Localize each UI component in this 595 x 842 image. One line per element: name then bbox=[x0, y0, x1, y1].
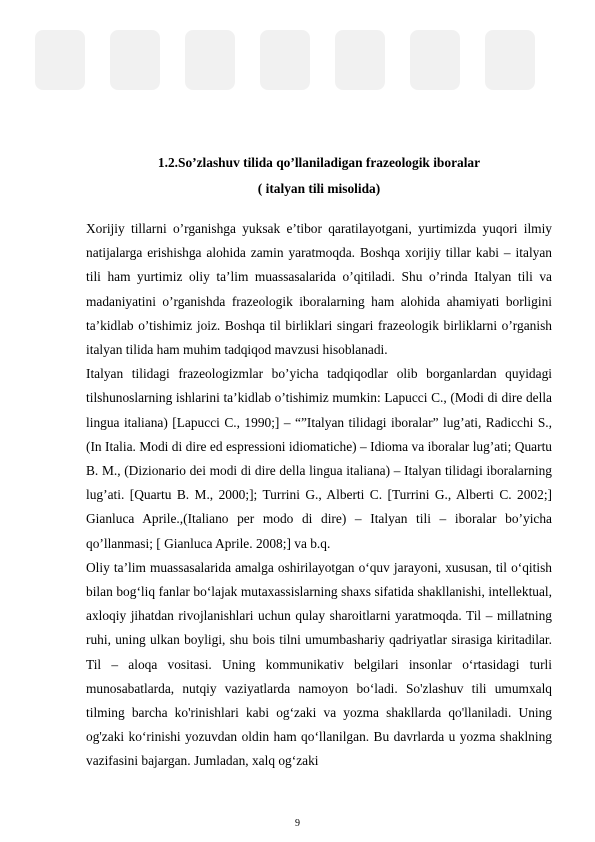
section-subheading: ( italyan tili misolida) bbox=[257, 181, 381, 196]
paragraph-3: Oliy ta’lim muassasalarida amalga oshirilayotgan o‘quv jarayoni, xususan, til o‘qitish bilan bog‘liq fanlar bo‘lajak mutaxassislarning shaxs sifatida shakllanishi, intellektual, axloqiy jihatdan rivojlanishlari uchun qulay sharoitlarni yaratmoqda. Til – millatning ruhi, uning ulkan boyligi, shu bois tilni umumbashariy qadriyatlar sirasiga kiritadilar. Til – aloqa vositasi. Uning kommunikativ belgilari insonlar o‘rtasidagi turli munosabatlarda, nutqiy vaziyatlarda namoyon bo‘ladi. So'zlashuv tili umumxalq tilming barcha ko'rinishlari kabi og‘zaki va yozma shakllarda qo'llaniladi. Uning og'zaki ko‘rinishi yozuvdan oldin ham qo‘llanilgan. Bu davrlarda u yozma shaklning vazifasini bajargan. Jumladan, xalq og‘zaki bbox=[86, 559, 552, 769]
section-heading: 1.2.So’zlashuv tilida qo’llaniladigan frazeologik iboralar bbox=[157, 155, 481, 170]
paragraph-1: Xorijiy tillarni o’rganishga yuksak e’tibor qaratilayotgani, yurtimizda yuqori ilmiy natijalarga erishishga alohida zamin yaratmoqda. Boshqa xorijiy tillar kabi – italyan tili ham yurtimiz oliy ta’lim muassasalarida o’qitiladi. Shu o’rinda Italyan tili va madaniyatini o’rganishda frazeologik iboralarning ham alohida ahamiyati borligini ta’kidlab o’tishimiz joiz. Boshqa til birliklari singari frazeologik birliklarni o’rganish italyan tilida ham muhim tadqiqod mavzusi hisoblanadi. bbox=[86, 221, 552, 358]
page-number: 9 bbox=[295, 818, 300, 829]
document-page bbox=[86, 150, 552, 774]
paragraph-2: Italyan tilidagi frazeologizmlar bo’yicha tadqiqodlar olib borganlardan quyidagi tilshunoslarning ishlarini ta’kidlab o’tishimiz mumkin: Lapucci C., (Modi di dire della lingua italiana) [Lapucci C., 1990;] – “”Italyan tilidagi iboralar” lug’ati, Radicchi S., (In Italia. Modi di dire ed espressioni idiomatiche) – Idioma va iboralar lug’ati; Quartu B. M., (Dizionario dei modi di dire della lingua italiana) – Italyan tilidagi iboralarning lug’ati. [Quartu B. M., 2000;]; Turrini G., Alberti C. [Turrini G., Alberti C. 2002;] Gianluca Aprile.,(Italiano per modo di dire) – Italyan tili – iboralar bo’yicha qo’llanmasi; [ Gianluca Aprile. 2008;] va b.q. bbox=[86, 366, 552, 551]
watermark-logo bbox=[0, 0, 595, 130]
